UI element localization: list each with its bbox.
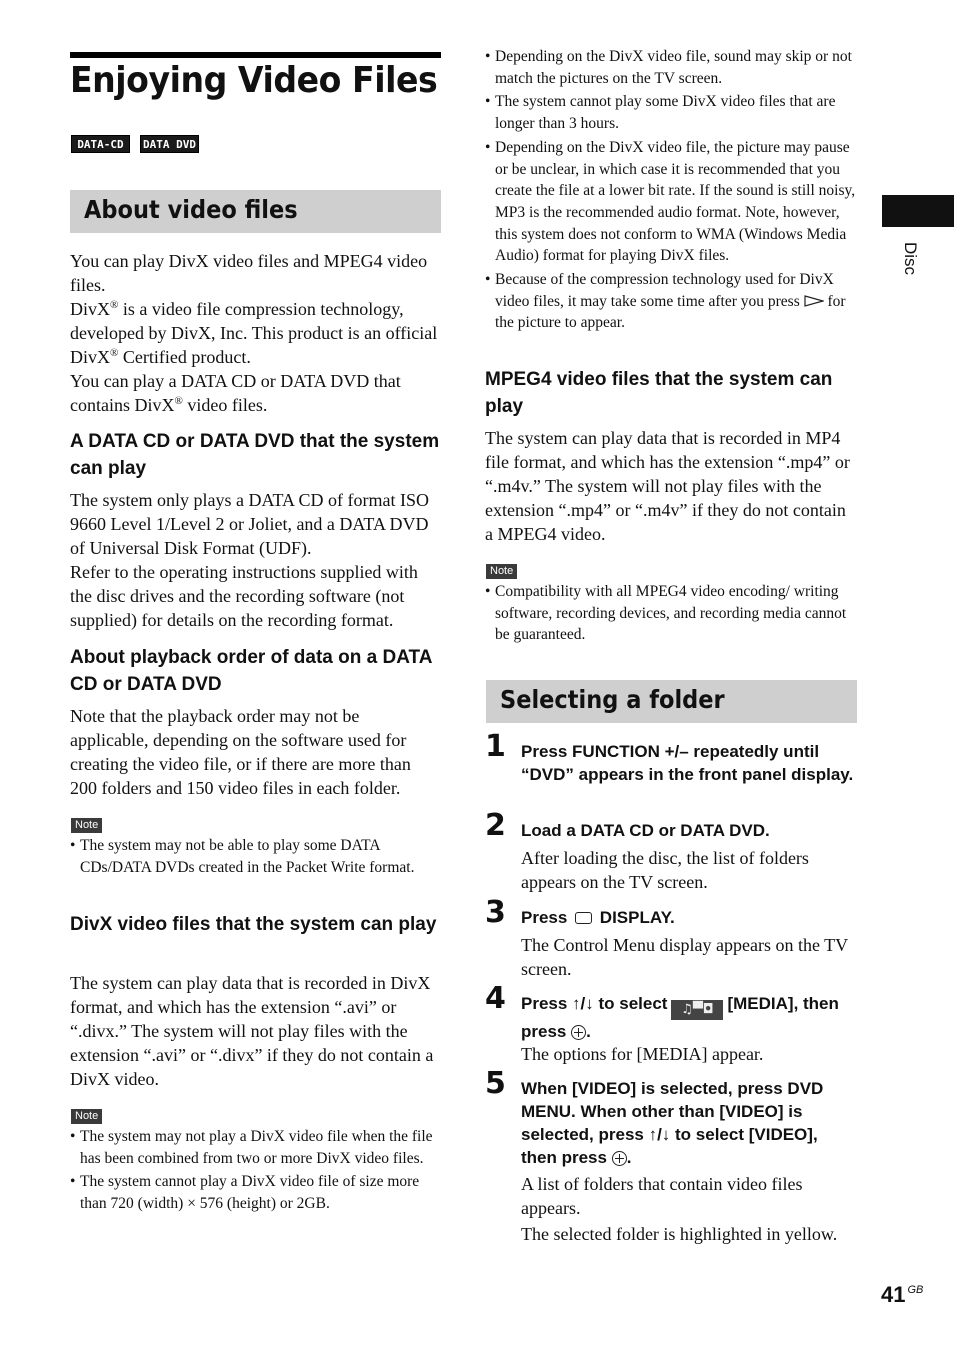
intro-paragraph-1: You can play DivX video files and MPEG4 video files.: [70, 251, 428, 295]
intro-paragraph-3: You can play a DATA CD or DATA DVD that contains DivX® video files.: [70, 371, 401, 415]
list-item: • The system cannot play a DivX video file of size more than 720 (width) × 576 (height) or 2GB.: [70, 1171, 442, 1214]
display-button-icon: [575, 912, 592, 924]
badge-data-cd: DATA-CD: [71, 135, 130, 153]
section-about-video-files: [70, 190, 441, 233]
step-4-result: The options for [MEDIA] appear.: [521, 1044, 764, 1064]
step-number: 5: [485, 1066, 506, 1101]
enter-button-icon: [571, 1025, 586, 1040]
note-label: Note: [71, 1109, 102, 1124]
mpeg4-text: The system can play data that is recorded in MP4 file format, and which has the extension “.mp4” or “.m4v.” The system will not play files with the extension “.mp4” or “.m4v” if they do not contain a MPEG4 video.: [485, 428, 850, 544]
divx-files-text: The system can play data that is recorded in DivX format, and which has the extension “.avi” or “.divx.” The system will not play files with the extension “.avi” or “.divx” if they do not contain a DivX video.: [70, 973, 434, 1089]
section-selecting-folder: [486, 680, 857, 723]
play-icon: [804, 293, 824, 310]
title-rule: [70, 52, 441, 58]
enter-button-icon: [612, 1151, 627, 1166]
page-title: Enjoying Video Files: [70, 60, 438, 101]
step-4-instruction: Press ↑/↓ to select ♫▀◘ [MEDIA], then press .: [521, 994, 839, 1041]
step-number: 4: [485, 981, 506, 1016]
side-tab-marker: [882, 195, 954, 227]
divx-notes-continued: [485, 46, 857, 336]
playback-order-text: Note that the playback order may not be applicable, depending on the software used for creating the video file, or if there are more than 200 folders and 150 video files in each folder.: [70, 706, 411, 798]
heading-mpeg4-files: MPEG4 video files that the system can play: [485, 369, 833, 417]
list-item: • The system cannot play some DivX video files that are longer than 3 hours.: [485, 91, 857, 134]
note-label: Note: [486, 564, 517, 579]
list-item: • The system may not be able to play some DATA CDs/DATA DVDs created in the Packet Write format.: [70, 835, 442, 878]
intro-paragraph-2: DivX® is a video file compression technology, developed by DivX, Inc. This product is an official DivX® Certified product.: [70, 299, 438, 367]
step-5-instruction: When [VIDEO] is selected, press DVD MENU. When other than [VIDEO] is selected, press ↑/↓ to select [VIDEO], then press .: [521, 1079, 824, 1167]
heading-divx-files: DivX video files that the system can play: [70, 914, 437, 935]
about-intro: [70, 249, 442, 417]
media-icon: ♫▀◘: [671, 1000, 723, 1020]
step-number: 1: [485, 729, 506, 764]
section-heading: About video files: [84, 195, 298, 224]
badge-data-dvd: DATA DVD: [140, 135, 199, 153]
list-item: • Depending on the DivX video file, sound may skip or not match the pictures on the TV screen.: [485, 46, 857, 89]
list-item: • Depending on the DivX video file, the picture may pause or be unclear, in which case it is recommended that you create the file at a lower bit rate. If the sound is still noisy, MP3 is the recommended audio format. Note, however, this system does not conform to WMA (Windows Media Audio) format for playing DivX files.: [485, 137, 857, 267]
side-tab-label: Disc: [901, 242, 920, 276]
step-3-instruction: Press DISPLAY.: [521, 908, 675, 927]
divx-notes: [70, 1126, 442, 1217]
step-number: 3: [485, 895, 506, 930]
step-2-instruction: Load a DATA CD or DATA DVD.: [521, 821, 770, 840]
step-5-result: A list of folders that contain video files appears. The selected folder is highlighted in yellow.: [521, 1174, 838, 1244]
page-number: 41 $^{GB}$: [881, 1282, 924, 1307]
step-3-result: The Control Menu display appears on the TV screen.: [521, 935, 848, 979]
list-item: • Because of the compression technology used for DivX video files, it may take some time after you press for the picture to appear.: [485, 269, 857, 334]
mpeg4-notes: [485, 581, 857, 648]
step-number: 2: [485, 808, 506, 843]
data-disc-text: The system only plays a DATA CD of format ISO 9660 Level 1/Level 2 or Joliet, and a DATA DVD of Universal Disk Format (UDF). Refer to the operating instructions supplied with the disc drives and the recording software (not supplied) for details on the recording format.: [70, 490, 430, 630]
playback-notes: [70, 835, 442, 880]
heading-data-disc: A DATA CD or DATA DVD that the system can play: [70, 431, 440, 479]
list-item: • The system may not play a DivX video file when the file has been combined from two or more DivX video files.: [70, 1126, 442, 1169]
heading-playback-order: About playback order of data on a DATA CD or DATA DVD: [70, 647, 432, 695]
step-2-result: After loading the disc, the list of folders appears on the TV screen.: [521, 848, 809, 892]
section-heading: Selecting a folder: [500, 685, 725, 714]
list-item: • Compatibility with all MPEG4 video encoding/ writing software, recording devices, and recording media cannot be guaranteed.: [485, 581, 857, 646]
step-1-instruction: Press FUNCTION +/– repeatedly until “DVD” appears in the front panel display.: [521, 742, 854, 784]
note-label: Note: [71, 818, 102, 833]
